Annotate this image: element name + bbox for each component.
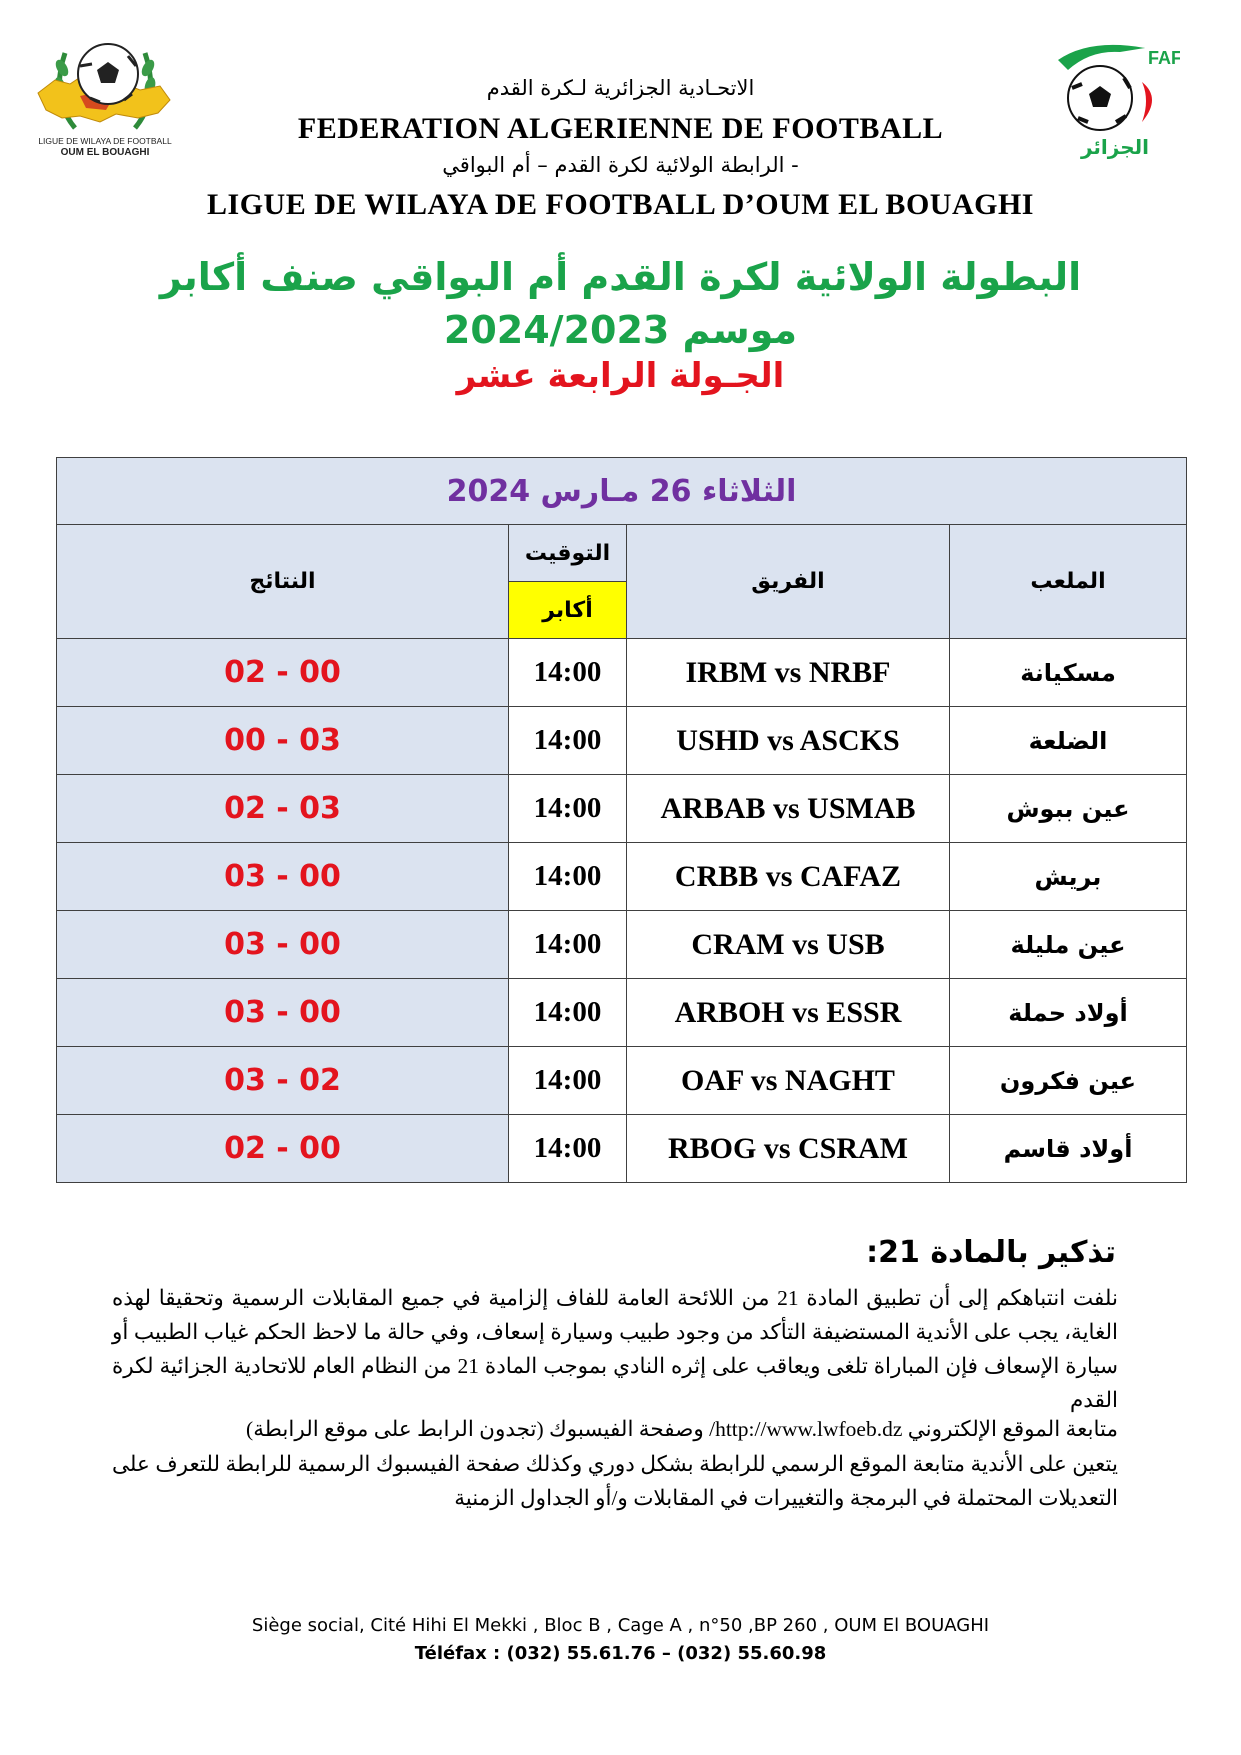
- fixtures-table: [56, 457, 1187, 1183]
- time-cell: 14:00: [509, 639, 627, 707]
- teams-cell: CRAM vs USB: [627, 911, 950, 979]
- venue-cell: أولاد قاسم: [950, 1115, 1187, 1183]
- footer-address: Siège social, Cité Hihi El Mekki , Bloc B , Cage A , n°50 ,BP 260 , OUM El BOUAGHI: [251, 1615, 990, 1636]
- result-cell: 02 - 03: [57, 775, 509, 843]
- teams-cell: USHD vs ASCKS: [627, 707, 950, 775]
- result-cell: 03 - 00: [57, 911, 509, 979]
- date-row: [57, 458, 1187, 525]
- venue-cell: عين فكرون: [950, 1047, 1187, 1115]
- table-row: [57, 1047, 1187, 1115]
- website-line: متابعة الموقع الإلكتروني http://www.lwfoeb.dz/ وصفحة الفيسبوك (تجدون الرابط على موقع الرابطة): [246, 1417, 1118, 1441]
- table-row: [57, 1115, 1187, 1183]
- venue-cell: أولاد حملة: [950, 979, 1187, 1047]
- reminder-paragraph: نلفت انتباهكم إلى أن تطبيق المادة 21 من اللائحة العامة للفاف إلزامية في جميع المقابلات الرسمية وتحقيقا لهذه الغاية، يجب على الأندية المستضيفة التأكد من وجود طبيب وسيارة إسعاف، وفي حالة ما لاحظ الحكم غياب الطبيب أو سيارة الإسعاف فإن المباراة تلغى ويعاقب على إثره النادي بموجب المادة 21 من النظام العام للاتحادية الجزائية لكرة القدم: [112, 1286, 1118, 1412]
- venue-header: الملعب: [950, 525, 1187, 639]
- season-title: موسم 2024/2023: [443, 308, 798, 352]
- table-row: [57, 775, 1187, 843]
- teams-cell: RBOG vs CSRAM: [627, 1115, 950, 1183]
- league-name-french: LIGUE DE WILAYA DE FOOTBALL D’OUM EL BOUAGHI: [207, 188, 1034, 221]
- result-cell: 02 - 00: [57, 639, 509, 707]
- teams-cell: OAF vs NAGHT: [627, 1047, 950, 1115]
- reminder-title: تذكير بالمادة 21:: [866, 1235, 1116, 1270]
- federation-name-french: FEDERATION ALGERIENNE DE FOOTBALL: [297, 112, 944, 145]
- table-row: [57, 979, 1187, 1047]
- teams-cell: ARBAB vs USMAB: [627, 775, 950, 843]
- clubs-paragraph: يتعين على الأندية متابعة الموقع الرسمي للرابطة بشكل دوري وكذلك صفحة الفيسبوك الرسمية للرابطة للتعرف على التعديلات المحتملة في البرمجة والتغييرات في المقابلات و/أو الجداول الزمنية: [112, 1452, 1118, 1510]
- round-title: الجـولة الرابعة عشر: [456, 356, 785, 396]
- venue-cell: عين ببوش: [950, 775, 1187, 843]
- result-cell: 00 - 03: [57, 707, 509, 775]
- team-header: الفريق: [627, 525, 950, 639]
- time-cell: 14:00: [509, 911, 627, 979]
- teams-cell: ARBOH vs ESSR: [627, 979, 950, 1047]
- venue-cell: الضلعة: [950, 707, 1187, 775]
- table-row: [57, 707, 1187, 775]
- time-cell: 14:00: [509, 979, 627, 1047]
- venue-cell: بريش: [950, 843, 1187, 911]
- result-cell: 03 - 02: [57, 1047, 509, 1115]
- header-row: [57, 525, 1187, 582]
- teams-cell: IRBM vs NRBF: [627, 639, 950, 707]
- table-row: [57, 639, 1187, 707]
- time-cell: 14:00: [509, 1115, 627, 1183]
- table-row: [57, 911, 1187, 979]
- time-cell: 14:00: [509, 1047, 627, 1115]
- venue-cell: عين مليلة: [950, 911, 1187, 979]
- time-cell: 14:00: [509, 707, 627, 775]
- teams-cell: CRBB vs CAFAZ: [627, 843, 950, 911]
- result-cell: 03 - 00: [57, 979, 509, 1047]
- championship-title: البطولة الولائية لكرة القدم أم البواقي صنف أكابر: [159, 255, 1082, 299]
- time-header: التوقيت: [509, 525, 627, 582]
- table-row: [57, 843, 1187, 911]
- league-name-arabic: الرابطة الولائية لكرة القدم – أم البواقي -: [442, 153, 799, 177]
- match-date: الثلاثاء 26 مـارس 2024: [57, 458, 1187, 525]
- svg-text:LIGUE DE WILAYA DE FOOTBALL: LIGUE DE WILAYA DE FOOTBALL: [38, 136, 172, 146]
- result-cell: 02 - 00: [57, 1115, 509, 1183]
- svg-text:OUM EL BOUAGHI: OUM EL BOUAGHI: [60, 147, 150, 158]
- result-cell: 03 - 00: [57, 843, 509, 911]
- svg-text:الجزائر: الجزائر: [1080, 135, 1150, 159]
- venue-cell: مسكيانة: [950, 639, 1187, 707]
- federation-name-arabic: الاتحـادية الجزائرية لـكرة القدم: [486, 76, 755, 100]
- svg-text:FAF: FAF: [1148, 48, 1180, 68]
- footer-phone: Téléfax : (032) 55.61.76 – (032) 55.60.98: [414, 1643, 827, 1664]
- time-cell: 14:00: [509, 843, 627, 911]
- time-cell: 14:00: [509, 775, 627, 843]
- category-header: أكابر: [509, 582, 627, 639]
- results-header: النتائج: [57, 525, 509, 639]
